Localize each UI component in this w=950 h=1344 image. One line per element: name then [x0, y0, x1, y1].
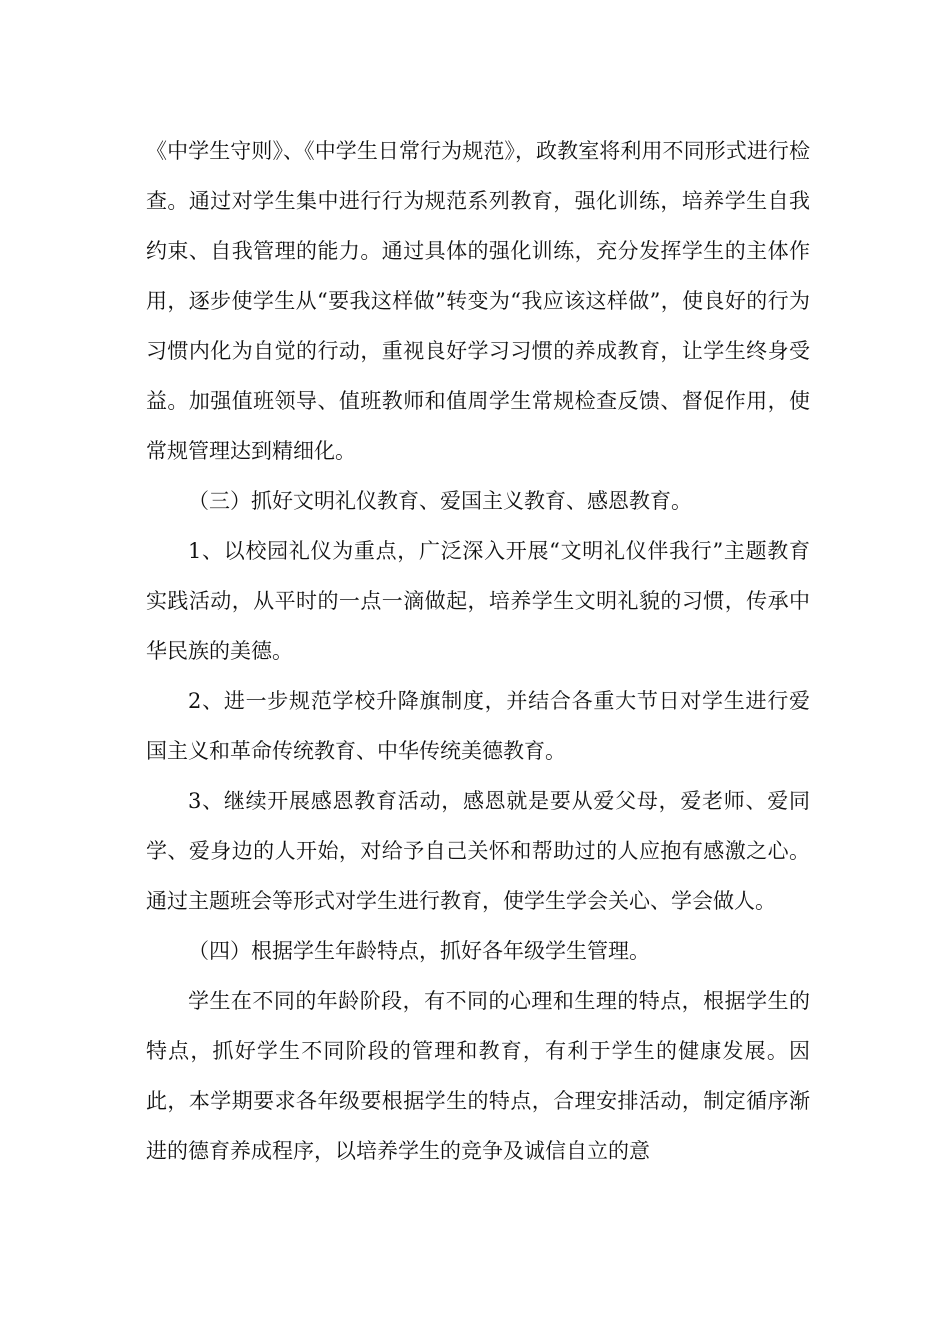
paragraph-body: 学生在不同的年龄阶段，有不同的心理和生理的特点，根据学生的特点，抓好学生不同阶段的管理和教育，有利于学生的健康发展。因此，本学期要求各年级要根据学生的特点，合理安排活动，制定循序渐进的德育养成程序，以培养学生的竞争及诚信自立的意 — [146, 989, 810, 1163]
paragraph-continuation: 《中学生守则》、《中学生日常行为规范》，政教室将利用不同形式进行检查。通过对学生集中进行行为规范系列教育，强化训练，培养学生自我约束、自我管理的能力。通过具体的强化训练，充分发挥学生的主体作用，逐步使学生从“要我这样做”转变为“我应该这样做”，使良好的行为习惯内化为自觉的行动，重视良好学习习惯的养成教育，让学生终身受益。加强值班领导、值班教师和值周学生常规检查反馈、督促作用，使常规管理达到精细化。 — [146, 139, 810, 463]
paragraph-item-1: 1、以校园礼仪为重点，广泛深入开展“文明礼仪伴我行”主题教育实践活动，从平时的一点一滴做起，培养学生文明礼貌的习惯，传承中华民族的美德。 — [146, 539, 810, 663]
document-body — [146, 126, 810, 1176]
paragraph-item-2: 2、进一步规范学校升降旗制度，并结合各重大节日对学生进行爱国主义和革命传统教育、中华传统美德教育。 — [146, 689, 810, 763]
section-heading-4: （四）根据学生年龄特点，抓好各年级学生管理。 — [188, 939, 650, 963]
section-heading-3: （三）抓好文明礼仪教育、爱国主义教育、感恩教育。 — [188, 489, 692, 513]
paragraph-item-3: 3、继续开展感恩教育活动，感恩就是要从爱父母，爱老师、爱同学、爱身边的人开始，对给予自己关怀和帮助过的人应抱有感激之心。通过主题班会等形式对学生进行教育，使学生学会关心、学会做人。 — [146, 789, 810, 913]
